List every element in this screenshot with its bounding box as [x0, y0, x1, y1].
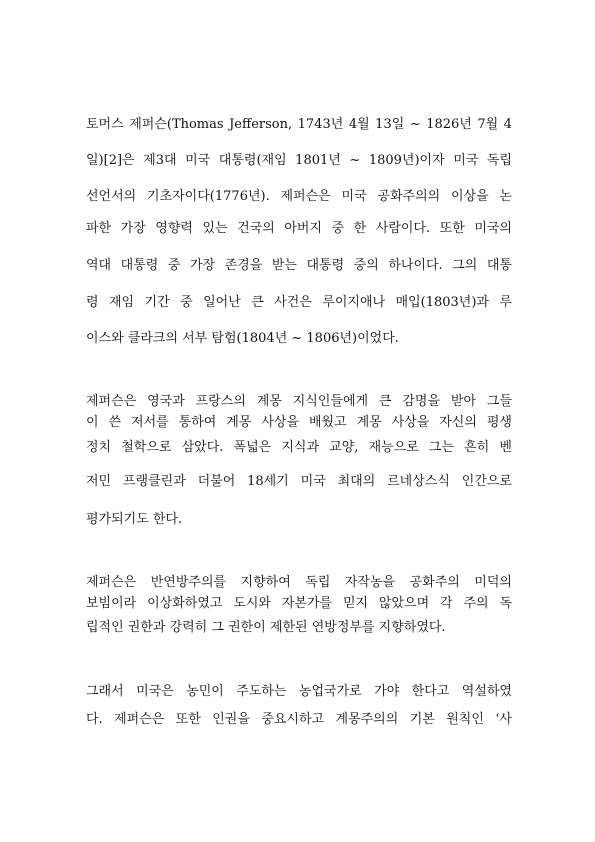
paragraph-line: 역대 대통령 중 가장 존경을 받는 대통령 중의 하나이다. 그의 대통 — [86, 258, 512, 273]
paragraph-line: 제퍼슨은 영국과 프랑스의 계몽 지식인들에게 큰 감명을 받아 그들 — [86, 394, 512, 409]
paragraph-line: 정치 철학으로 삼았다. 폭넓은 지식과 교양, 재능으로 그는 흔히 벤 — [86, 440, 512, 455]
paragraph-line: 그래서 미국은 농민이 주도하는 농업국가로 가야 한다고 역설하였 — [86, 684, 512, 699]
paragraph-line: 평가되기도 한다. — [86, 512, 183, 527]
paragraph-line: 보빔이라 이상화하였고 도시와 자본가를 믿지 않았으며 각 주의 독 — [86, 596, 512, 611]
paragraph-line: 파한 가장 영향력 있는 건국의 아버지 중 한 사람이다. 또한 미국의 — [86, 221, 512, 236]
paragraph-line: 령 재임 기간 중 일어난 큰 사건은 루이지애나 매입(1803년)과 루 — [86, 295, 512, 310]
paragraph-line: 일)[2]은 제3대 미국 대통령(재임 1801년 ~ 1809년)이자 미국 독립 — [86, 153, 512, 168]
paragraph-line: 토머스 제퍼슨(Thomas Jefferson, 1743년 4월 13일 ~ 1826년 7월 4 — [86, 117, 512, 132]
paragraph-line: 저민 프랭클린과 더불어 18세기 미국 최대의 르네상스식 인간으로 — [86, 474, 512, 489]
paragraph-line: 이 쓴 저서를 통하여 계몽 사상을 배웠고 계몽 사상을 자신의 평생 — [86, 415, 512, 430]
paragraph-line: 다. 제퍼슨은 또한 인권을 중요시하고 계몽주의의 기본 원칙인 ‘사 — [86, 712, 512, 727]
paragraph-line: 립적인 권한과 강력히 그 권한이 제한된 연방정부를 지향하였다. — [86, 620, 446, 635]
paragraph-line: 이스와 클라크의 서부 탐험(1804년 ~ 1806년)이었다. — [86, 331, 399, 346]
paragraph-line: 선언서의 기초자이다(1776년). 제퍼슨은 미국 공화주의의 이상을 논 — [86, 189, 512, 204]
paragraph-line: 제퍼슨은 반연방주의를 지향하여 독립 자작농을 공화주의 미덕의 — [86, 575, 512, 590]
